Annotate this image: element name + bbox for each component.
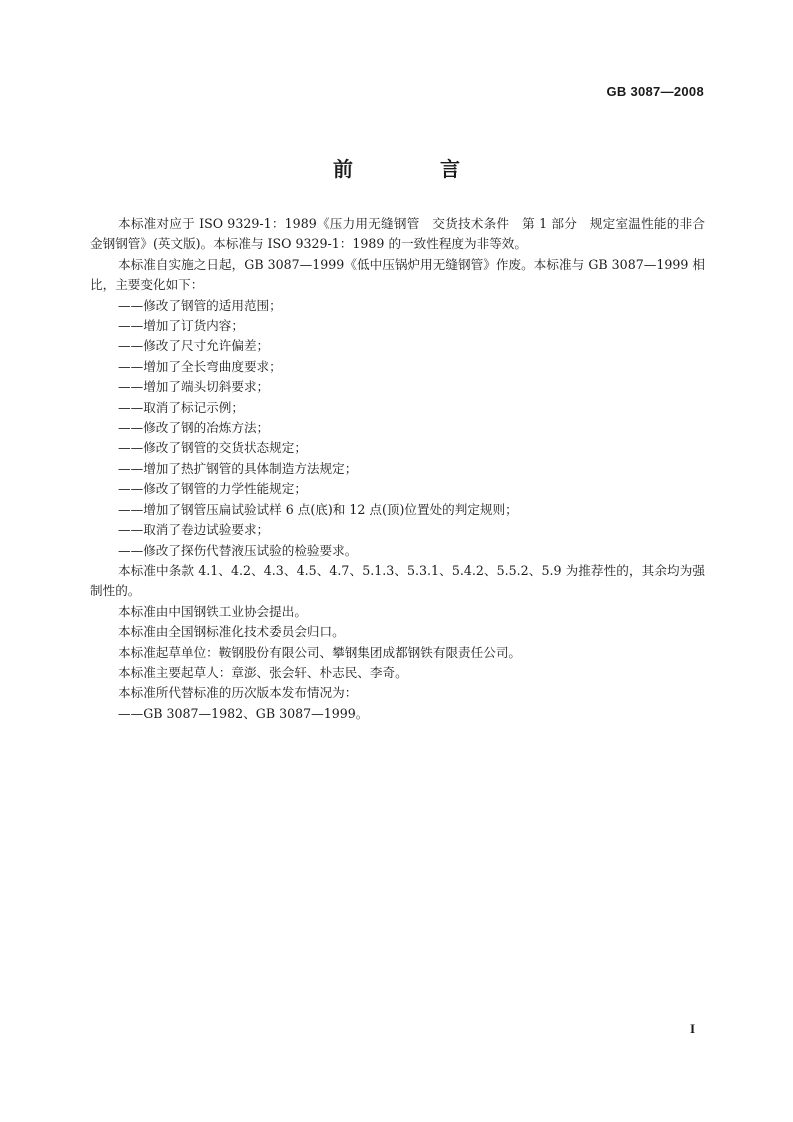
change-item: ——取消了卷边试验要求； (118, 522, 270, 538)
paragraph-drafting-units: 本标准起草单位：鞍钢股份有限公司、攀钢集团成都钢铁有限责任公司。 (118, 644, 521, 660)
change-item: ——修改了探伤代替液压试验的检验要求。 (118, 542, 358, 558)
page-title: 前 言 (333, 157, 500, 181)
change-item: ——修改了钢管的交货状态规定； (118, 440, 307, 456)
change-item: ——增加了全长弯曲度要求； (118, 358, 282, 374)
paragraph-proposer: 本标准由中国钢铁工业协会提出。 (118, 603, 307, 619)
change-item: ——修改了尺寸允许偏差； (118, 338, 270, 354)
change-item: ——修改了钢的冶炼方法； (118, 420, 270, 436)
paragraph-supersession: 本标准自实施之日起，GB 3087—1999《低中压锅炉用无缝钢管》作废。本标准与 GB 3087—1999 相比，主要变化如下： (90, 256, 705, 293)
change-item: ——取消了标记示例； (118, 399, 244, 415)
paragraph-recommended-clauses: 本标准中条款 4.1、4.2、4.3、4.5、4.7、5.1.3、5.3.1、5.4.2、5.5.2、5.9 为推荐性的，其余均为强制性的。 (90, 562, 705, 599)
paragraph-correspondence: 本标准对应于 ISO 9329-1：1989《压力用无缝钢管 交货技术条件 第 1 部分 规定室温性能的非合金钢钢管》(英文版)。本标准与 ISO 9329-1：1989 的一致性程度为非等效。 (90, 216, 705, 252)
change-item: ——修改了钢管的适用范围； (118, 297, 282, 313)
page-number: I (689, 1021, 695, 1036)
history-item: ——GB 3087—1982、GB 3087—1999。 (118, 705, 369, 721)
paragraph-history-intro: 本标准所代替标准的历次版本发布情况为： (118, 685, 358, 701)
paragraph-drafters: 本标准主要起草人：章澎、张会轩、朴志民、李奇。 (118, 664, 408, 680)
change-item: ——增加了钢管压扁试验试样 6 点(底)和 12 点(顶)位置处的判定规则； (118, 501, 518, 517)
change-item: ——增加了订货内容； (118, 318, 244, 334)
change-item: ——修改了钢管的力学性能规定； (118, 481, 307, 497)
change-item: ——增加了端头切斜要求； (118, 379, 270, 395)
change-item: ——增加了热扩钢管的具体制造方法规定； (118, 460, 358, 476)
paragraph-committee: 本标准由全国钢标准化技术委员会归口。 (118, 624, 345, 640)
standard-number: GB 3087—2008 (606, 84, 704, 99)
document-body (90, 214, 705, 724)
